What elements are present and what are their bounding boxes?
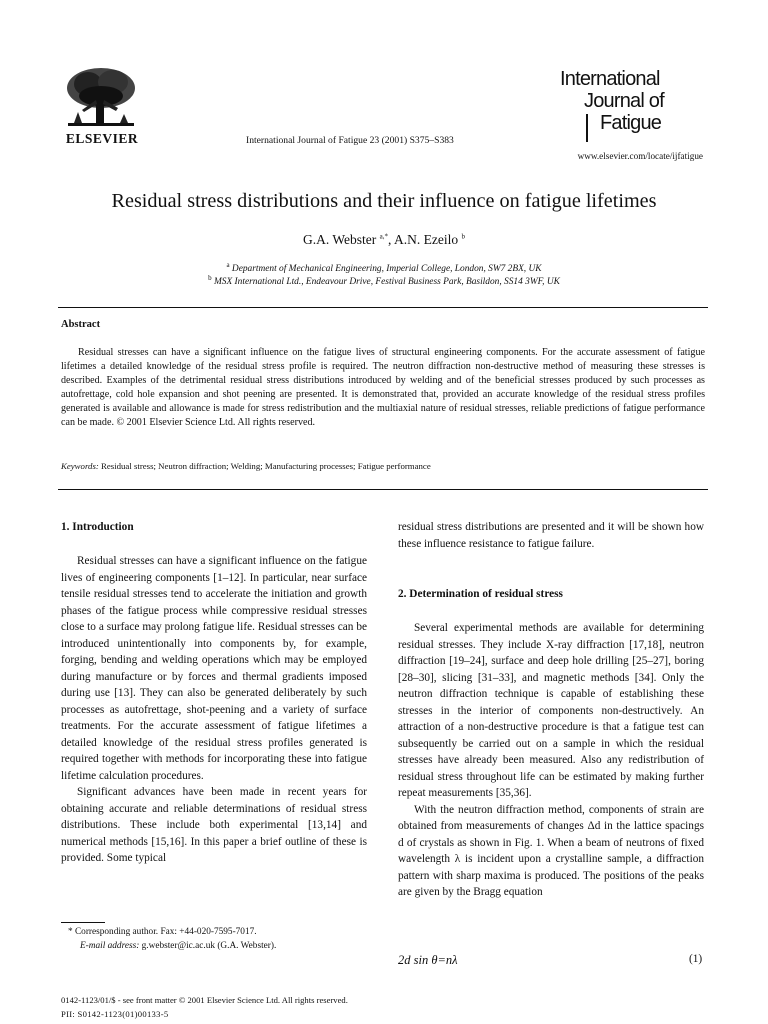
author-2: A.N. Ezeilo (394, 232, 459, 247)
journal-citation: International Journal of Fatigue 23 (2001) S375–S383 (246, 135, 454, 146)
section-1-paragraph-2: Significant advances have been made in recent years for obtaining accurate and reliable determinations of residual stress distributions. These include both experimental [13,14] and numerical methods [15,16]. In this paper a brief outline of these is provided. Some typical (61, 786, 367, 864)
abstract-heading: Abstract (61, 319, 101, 330)
article-title: Residual stress distributions and their influence on fatigue lifetimes (111, 190, 657, 212)
affiliation-b (0, 273, 768, 287)
affiliation-b-mark: b (208, 273, 212, 282)
corresponding-author-footnote: * Corresponding author. Fax: +44-020-7595-7017. (68, 927, 257, 937)
journal-title-line-1: International (560, 68, 660, 90)
section-2-body (398, 620, 704, 901)
footnote-rule (61, 922, 105, 923)
section-2-paragraph-1: Several experimental methods are available for determining residual stresses. They include X-ray diffraction [17,18], neutron diffraction [19–24], surface and deep hole drilling [25–27], boring [28–30], slicing [31–33], and magnetic methods [34]. Only the neutron diffraction technique is capable of establishing these stresses in the interior of components non-destructively. An attraction of a non-destructive procedure is that a fatigue test can subsequently be carried out on a sample in which the residual stresses have already been measured. Also any redistribution of residual stress throughout life can be estimated by making further repeat measurements [35,36]. (398, 622, 704, 799)
section-1-body (61, 553, 367, 867)
authors (0, 232, 768, 248)
divider-top (58, 307, 708, 308)
copyright-line: 0142-1123/01/$ - see front matter © 2001 Elsevier Science Ltd. All rights reserved. (61, 995, 348, 1005)
journal-title-logo (560, 68, 710, 134)
keywords-list: Residual stress; Neutron diffraction; Welding; Manufacturing processes; Fatigue performance (98, 461, 431, 471)
keywords (61, 461, 431, 471)
email-footnote (80, 941, 276, 951)
author-1-affiliation-mark: a,* (379, 232, 388, 241)
keywords-label: Keywords: (61, 461, 99, 471)
journal-title-line-2: Journal of (584, 90, 664, 112)
journal-url[interactable]: www.elsevier.com/locate/ijfatigue (577, 151, 703, 161)
journal-title-line-3: Fatigue (600, 112, 662, 134)
section-1-heading: 1. Introduction (61, 521, 134, 533)
author-separator: , (388, 232, 395, 247)
email-address[interactable]: g.webster@ic.ac.uk (G.A. Webster). (139, 941, 277, 951)
affiliation-a (0, 260, 768, 274)
publisher-name: ELSEVIER (65, 131, 139, 146)
section-1-continued (398, 519, 704, 552)
section-2-paragraph-2: With the neutron diffraction method, components of strain are obtained from measurements of changes Δd in the lattice spacings d of crystals as shown in Fig. 1. When a beam of neutrons of fixed wavelength λ is incident upon a crystalline sample, a diffraction pattern with sharp maxima is produced. The positions of the peaks are given by the Bragg equation (398, 803, 704, 898)
section-1-paragraph-1: Residual stresses can have a significant influence on the fatigue lives of engineering components [1–12]. In particular, near surface tensile residual stresses tend to accelerate the initiation and growth phases of the fatigue process while compressive residual stresses close to a surface may prolong fatigue life. Residual stresses can be introduced unintentionally into components by, for example, forging, bending and welding operations which may be employed during manufacture or by forces and thermal gradients imposed during use [13]. They can also be generated deliberately by such processes as autofrettage, shot-peening and a variety of surface treatments. For the accurate assessment of fatigue lifetimes a detailed knowledge of the residual stress profiles generated is required together with methods for incorporating these into fatigue lifetime calculation procedures. (61, 555, 367, 782)
bragg-equation: 2d sin θ=nλ (398, 953, 458, 967)
section-1-continued-text: residual stress distributions are presented and it will be shown how these influence resistance to fatigue failure. (398, 521, 704, 550)
equation-number: (1) (689, 953, 703, 965)
affiliation-b-text: MSX International Ltd., Endeavour Drive, Festival Business Park, Basildon, SS14 3WF, UK (213, 277, 560, 287)
author-2-affiliation-mark: b (461, 232, 465, 241)
author-1: G.A. Webster (302, 232, 377, 247)
abstract-text: Residual stresses can have a significant influence on the fatigue lives of structural engineering components. For the accurate assessment of fatigue lifetimes a detailed knowledge of the residual stress profile is required. The neutron diffraction non-destructive method of measuring these stresses is described. Examples of the detrimental residual stress distributions introduced by welding and of the beneficial stresses produced by such processes as autofrettage, cold hole expansion and shot peening are presented. It is demonstrated that, provided an accurate knowledge of the residual stress profiles generated is available and allowance is made for stress redistribution and the multiaxial nature of residual stresses, reliable predictions of fatigue performance can be made. © 2001 Elsevier Science Ltd. All rights reserved. (61, 347, 705, 428)
section-2-heading: 2. Determination of residual stress (398, 588, 563, 600)
affiliation-a-mark: a (226, 260, 230, 269)
journal-title-bar (586, 114, 588, 142)
divider-bottom (58, 489, 708, 490)
pii-line: PII: S0142-1123(01)00133-5 (61, 1009, 169, 1019)
affiliation-a-text: Department of Mechanical Engineering, Imperial College, London, SW7 2BX, UK (231, 264, 542, 274)
email-label: E-mail address: (80, 941, 140, 951)
